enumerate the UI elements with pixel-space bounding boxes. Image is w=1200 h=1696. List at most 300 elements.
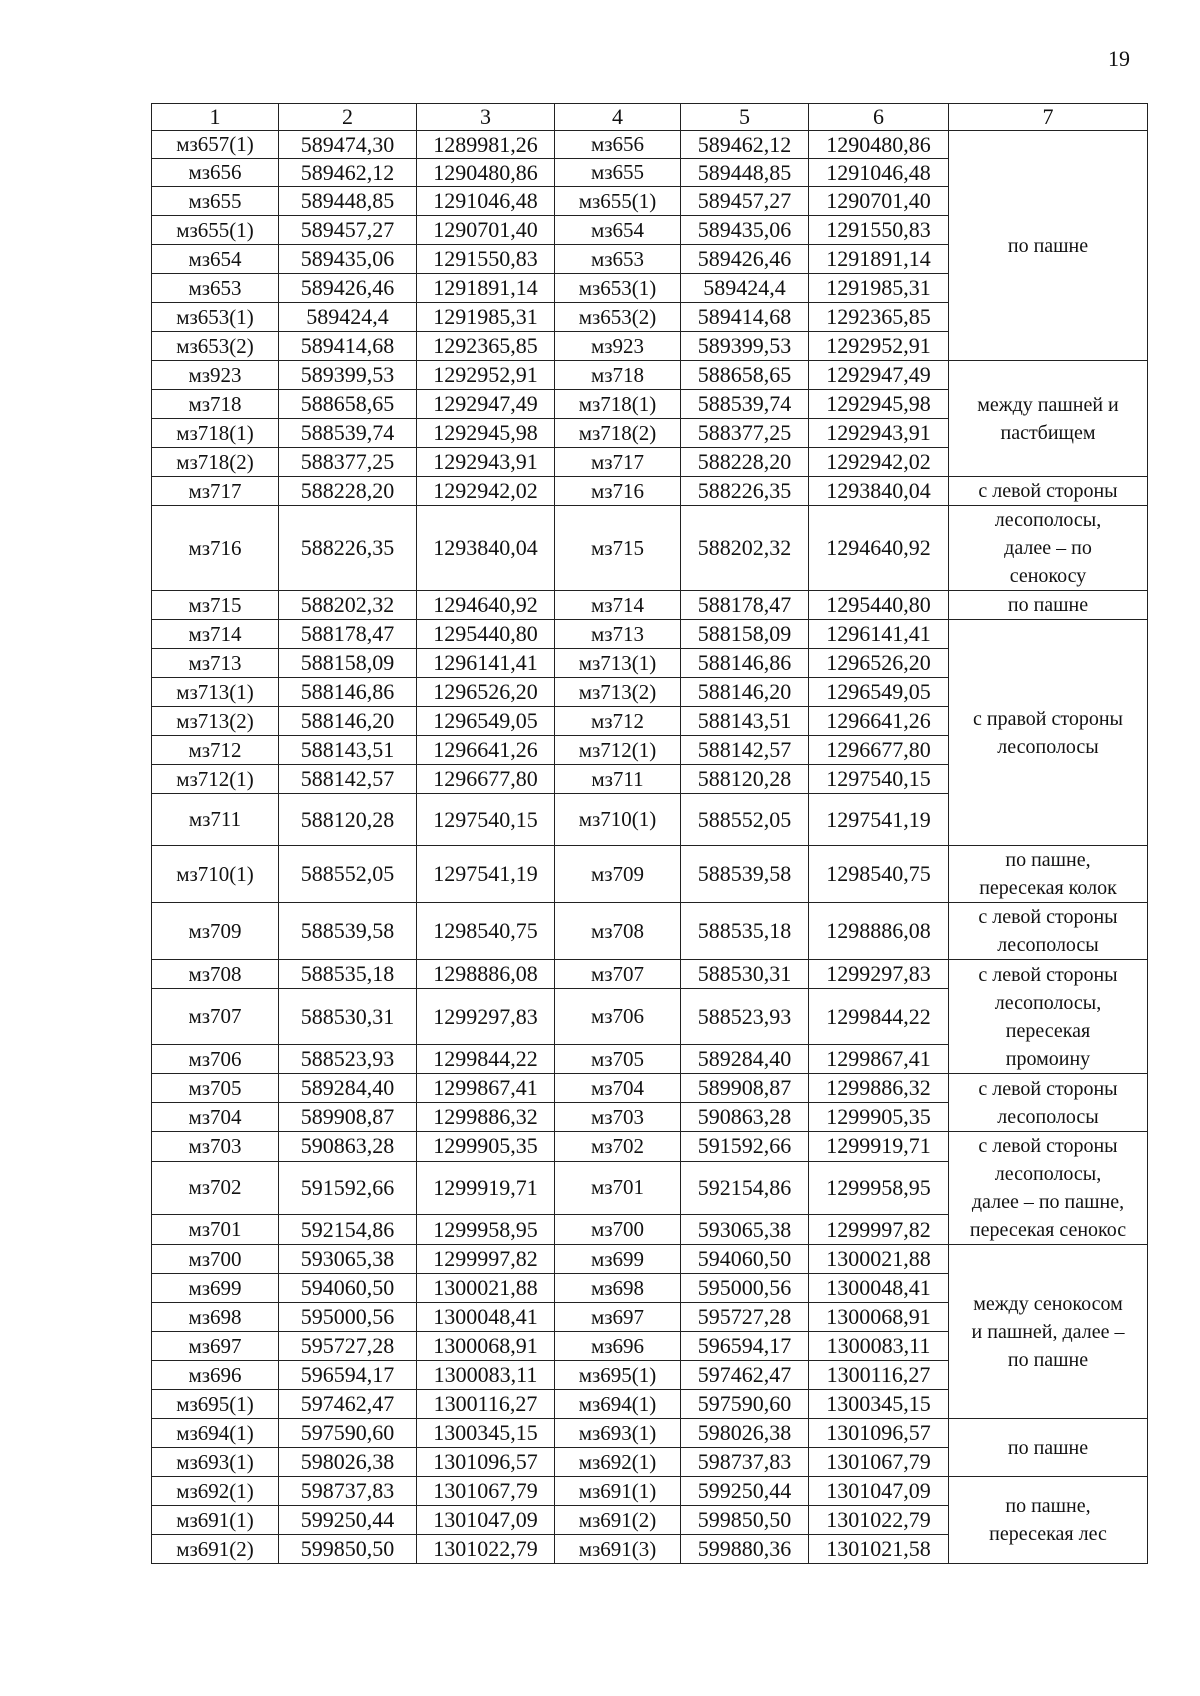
column-header-7: 7 — [949, 104, 1148, 131]
point-id-cell: мз703 — [555, 1103, 681, 1132]
coordinate-cell: 1296549,05 — [809, 678, 949, 707]
coordinate-cell: 589414,68 — [681, 303, 809, 332]
point-id-cell: мз699 — [555, 1245, 681, 1274]
coordinate-cell: 599850,50 — [681, 1506, 809, 1535]
coordinate-cell: 599250,44 — [279, 1506, 417, 1535]
coordinate-cell: 1294640,92 — [417, 591, 555, 620]
description-line: пересекая лес — [989, 1523, 1107, 1545]
coordinate-cell: 1293840,04 — [417, 506, 555, 591]
coordinate-cell: 1297540,15 — [809, 765, 949, 794]
table-row — [152, 1477, 1148, 1506]
coordinate-cell: 1295440,80 — [809, 591, 949, 620]
coordinate-cell: 1296549,05 — [417, 707, 555, 736]
description-line: с левой стороны — [978, 963, 1118, 986]
table-row — [152, 846, 1148, 903]
table-row — [152, 620, 1148, 649]
point-id-cell: мз704 — [555, 1074, 681, 1103]
coordinate-cell: 589908,87 — [681, 1074, 809, 1103]
coordinate-cell: 588535,18 — [681, 903, 809, 960]
coordinate-cell: 1291550,83 — [417, 245, 555, 274]
coordinate-cell: 589399,53 — [681, 332, 809, 361]
point-id-cell: мз691(2) — [152, 1535, 279, 1564]
description-line: пересекая сенокос — [969, 1219, 1127, 1241]
coordinate-cell: 588530,31 — [681, 960, 809, 989]
coordinate-cell: 1300021,88 — [809, 1245, 949, 1274]
coordinate-cell: 1300083,11 — [809, 1332, 949, 1361]
coordinate-cell: 1301021,58 — [809, 1535, 949, 1564]
point-id-cell: мз714 — [152, 620, 279, 649]
coordinate-cell: 1293840,04 — [809, 477, 949, 506]
coordinate-cell: 588202,32 — [279, 591, 417, 620]
point-id-cell: мз692(1) — [555, 1448, 681, 1477]
coordinate-cell: 598737,83 — [279, 1477, 417, 1506]
coordinate-cell: 599850,50 — [279, 1535, 417, 1564]
coordinate-cell: 1301022,79 — [417, 1535, 555, 1564]
description-line: и пашней, далее – — [971, 1320, 1125, 1343]
coordinate-cell: 1292947,49 — [417, 390, 555, 419]
coordinate-cell: 588142,57 — [279, 765, 417, 794]
coordinate-cell: 588202,32 — [681, 506, 809, 591]
coordinate-cell: 1290701,40 — [417, 216, 555, 245]
coordinate-cell: 1292943,91 — [809, 419, 949, 448]
coordinate-cell: 1297541,19 — [417, 846, 555, 903]
coordinate-cell: 1301047,09 — [809, 1477, 949, 1506]
point-id-cell: мз698 — [152, 1303, 279, 1332]
coordinate-cell: 1296641,26 — [417, 736, 555, 765]
coordinate-cell: 588658,65 — [279, 390, 417, 419]
description-line: пересекая — [1005, 1019, 1091, 1042]
point-id-cell: мз694(1) — [152, 1419, 279, 1448]
boundary-description-cell — [949, 1419, 1148, 1477]
column-header-1: 1 — [152, 104, 279, 131]
coordinate-cell: 1299905,35 — [417, 1132, 555, 1162]
coordinate-cell: 588658,65 — [681, 361, 809, 390]
point-id-cell: мз712(1) — [555, 736, 681, 765]
coordinate-cell: 598026,38 — [279, 1448, 417, 1477]
point-id-cell: мз653(1) — [152, 303, 279, 332]
coordinate-cell: 1291046,48 — [809, 159, 949, 187]
coordinate-cell: 1299958,95 — [809, 1161, 949, 1214]
point-id-cell: мз701 — [152, 1215, 279, 1245]
point-id-cell: мз713 — [152, 649, 279, 678]
boundary-description-cell — [949, 1477, 1148, 1564]
point-id-cell: мз655 — [555, 159, 681, 187]
coordinate-cell: 588178,47 — [279, 620, 417, 649]
coordinate-cell: 1291046,48 — [417, 187, 555, 216]
coordinate-cell: 1301047,09 — [417, 1506, 555, 1535]
coordinate-cell: 588523,93 — [279, 1045, 417, 1074]
point-id-cell: мз654 — [555, 216, 681, 245]
coordinate-cell: 1300116,27 — [417, 1390, 555, 1419]
boundary-description-cell — [949, 620, 1148, 846]
coordinate-cell: 1292942,02 — [417, 477, 555, 506]
coordinate-cell: 1294640,92 — [809, 506, 949, 591]
boundary-description-cell — [949, 903, 1148, 960]
coordinate-cell: 588535,18 — [279, 960, 417, 989]
point-id-cell: мз656 — [555, 131, 681, 159]
coordinate-cell: 588146,20 — [279, 707, 417, 736]
point-id-cell: мз696 — [152, 1361, 279, 1390]
point-id-cell: мз717 — [555, 448, 681, 477]
coordinate-cell: 1296141,41 — [417, 649, 555, 678]
point-id-cell: мз716 — [152, 506, 279, 591]
point-id-cell: мз653(2) — [152, 332, 279, 361]
point-id-cell: мз713(2) — [152, 707, 279, 736]
boundary-description-cell — [949, 960, 1148, 1074]
coordinate-cell: 1292952,91 — [809, 332, 949, 361]
description-line: между сенокосом — [973, 1292, 1123, 1315]
table-row — [152, 506, 1148, 591]
coordinate-cell: 588120,28 — [279, 794, 417, 846]
point-id-cell: мз692(1) — [152, 1477, 279, 1506]
coordinate-cell: 589462,12 — [681, 131, 809, 159]
coordinate-cell: 1298540,75 — [417, 903, 555, 960]
point-id-cell: мз655(1) — [152, 216, 279, 245]
point-id-cell: мз713(2) — [555, 678, 681, 707]
coordinate-cell: 1292945,98 — [417, 419, 555, 448]
coordinate-cell: 1291985,31 — [417, 303, 555, 332]
coordinate-cell: 1300345,15 — [417, 1419, 555, 1448]
coordinate-cell: 588377,25 — [681, 419, 809, 448]
coordinate-cell: 1299997,82 — [809, 1215, 949, 1245]
table-row — [152, 1419, 1148, 1448]
point-id-cell: мз712 — [152, 736, 279, 765]
table-row — [152, 131, 1148, 159]
point-id-cell: мз715 — [152, 591, 279, 620]
coordinate-cell: 1296526,20 — [417, 678, 555, 707]
description-line: промоину — [1005, 1047, 1091, 1070]
coordinate-cell: 1291550,83 — [809, 216, 949, 245]
point-id-cell: мз655 — [152, 187, 279, 216]
coordinate-cell: 588377,25 — [279, 448, 417, 477]
coordinate-cell: 589457,27 — [279, 216, 417, 245]
coordinate-cell: 590863,28 — [681, 1103, 809, 1132]
point-id-cell: мз707 — [555, 960, 681, 989]
description-line: по пашне, — [1005, 849, 1091, 871]
coordinate-cell: 1301067,79 — [809, 1448, 949, 1477]
coordinate-cell: 1291891,14 — [417, 274, 555, 303]
coordinate-cell: 589424,4 — [681, 274, 809, 303]
coordinate-cell: 589448,85 — [681, 159, 809, 187]
coordinate-cell: 1299886,32 — [809, 1074, 949, 1103]
coordinate-cell: 1300116,27 — [809, 1361, 949, 1390]
coordinate-cell: 598737,83 — [681, 1448, 809, 1477]
coordinate-cell: 1299958,95 — [417, 1215, 555, 1245]
coordinate-cell: 588178,47 — [681, 591, 809, 620]
point-id-cell: мз691(1) — [152, 1506, 279, 1535]
point-id-cell: мз657(1) — [152, 131, 279, 159]
coordinate-cell: 1299867,41 — [809, 1045, 949, 1074]
point-id-cell: мз698 — [555, 1274, 681, 1303]
coordinate-cell: 1300345,15 — [809, 1390, 949, 1419]
point-id-cell: мз654 — [152, 245, 279, 274]
coordinate-cell: 1292365,85 — [417, 332, 555, 361]
coordinate-cell: 588539,74 — [681, 390, 809, 419]
description-line: с левой стороны — [978, 480, 1118, 502]
coordinate-cell: 593065,38 — [279, 1245, 417, 1274]
description-line: между пашней и — [977, 393, 1119, 416]
point-id-cell: мз701 — [555, 1161, 681, 1214]
point-id-cell: мз697 — [555, 1303, 681, 1332]
coordinate-cell: 593065,38 — [681, 1215, 809, 1245]
point-id-cell: мз655(1) — [555, 187, 681, 216]
coordinate-cell: 588530,31 — [279, 989, 417, 1045]
point-id-cell: мз923 — [555, 332, 681, 361]
coordinate-cell: 588228,20 — [681, 448, 809, 477]
coordinate-cell: 1292947,49 — [809, 361, 949, 390]
point-id-cell: мз691(2) — [555, 1506, 681, 1535]
point-id-cell: мз691(1) — [555, 1477, 681, 1506]
coordinate-cell: 1300068,91 — [809, 1303, 949, 1332]
table-row — [152, 903, 1148, 960]
point-id-cell: мз709 — [152, 903, 279, 960]
point-id-cell: мз705 — [555, 1045, 681, 1074]
coordinate-cell: 594060,50 — [279, 1274, 417, 1303]
point-id-cell: мз713(1) — [555, 649, 681, 678]
coordinate-cell: 588226,35 — [681, 477, 809, 506]
coordinate-cell: 1299844,22 — [809, 989, 949, 1045]
table-row — [152, 1245, 1148, 1274]
coordinate-cell: 1289981,26 — [417, 131, 555, 159]
description-line: далее – по — [1004, 537, 1092, 559]
description-line: по пашне — [1007, 234, 1089, 257]
point-id-cell: мз718 — [555, 361, 681, 390]
coordinate-cell: 588143,51 — [279, 736, 417, 765]
column-header-5: 5 — [681, 104, 809, 131]
point-id-cell: мз693(1) — [555, 1419, 681, 1448]
table-row — [152, 361, 1148, 390]
coordinate-cell: 1296677,80 — [417, 765, 555, 794]
boundary-coordinates-table — [151, 103, 1148, 1564]
point-id-cell: мз693(1) — [152, 1448, 279, 1477]
point-id-cell: мз711 — [555, 765, 681, 794]
coordinate-cell: 592154,86 — [279, 1215, 417, 1245]
coordinate-cell: 589284,40 — [279, 1074, 417, 1103]
coordinate-cell: 588539,58 — [681, 846, 809, 903]
boundary-description-cell — [949, 591, 1148, 620]
point-id-cell: мз712(1) — [152, 765, 279, 794]
coordinate-cell: 1300068,91 — [417, 1332, 555, 1361]
coordinate-cell: 1299919,71 — [809, 1132, 949, 1162]
coordinate-cell: 1300048,41 — [417, 1303, 555, 1332]
coordinate-cell: 594060,50 — [681, 1245, 809, 1274]
point-id-cell: мз705 — [152, 1074, 279, 1103]
coordinate-cell: 588523,93 — [681, 989, 809, 1045]
coordinate-cell: 1298540,75 — [809, 846, 949, 903]
coordinate-cell: 1296526,20 — [809, 649, 949, 678]
point-id-cell: мз717 — [152, 477, 279, 506]
point-id-cell: мз716 — [555, 477, 681, 506]
boundary-description-cell — [949, 1245, 1148, 1419]
description-line: сенокосу — [1009, 565, 1087, 587]
boundary-description-cell — [949, 1074, 1148, 1132]
coordinate-cell: 1292365,85 — [809, 303, 949, 332]
coordinate-cell: 588146,86 — [681, 649, 809, 678]
coordinate-cell: 1292945,98 — [809, 390, 949, 419]
coordinate-cell: 1298886,08 — [417, 960, 555, 989]
coordinate-cell: 595000,56 — [681, 1274, 809, 1303]
coordinate-cell: 1297541,19 — [809, 794, 949, 846]
coordinate-cell: 588539,58 — [279, 903, 417, 960]
point-id-cell: мз718(2) — [152, 448, 279, 477]
point-id-cell: мз695(1) — [152, 1390, 279, 1419]
point-id-cell: мз700 — [152, 1245, 279, 1274]
description-line: по пашне, — [1005, 1495, 1091, 1517]
coordinate-cell: 589908,87 — [279, 1103, 417, 1132]
boundary-description-cell — [949, 477, 1148, 506]
coordinate-cell: 1300048,41 — [809, 1274, 949, 1303]
description-line: лесополосы, — [994, 991, 1102, 1014]
column-header-2: 2 — [279, 104, 417, 131]
coordinate-cell: 588158,09 — [681, 620, 809, 649]
table-header-row — [152, 104, 1148, 131]
coordinate-cell: 1290701,40 — [809, 187, 949, 216]
coordinate-cell: 589399,53 — [279, 361, 417, 390]
description-line: с левой стороны — [978, 906, 1118, 928]
coordinate-cell: 589457,27 — [681, 187, 809, 216]
point-id-cell: мз691(3) — [555, 1535, 681, 1564]
point-id-cell: мз695(1) — [555, 1361, 681, 1390]
point-id-cell: мз656 — [152, 159, 279, 187]
coordinate-cell: 588143,51 — [681, 707, 809, 736]
coordinate-cell: 589426,46 — [681, 245, 809, 274]
coordinate-cell: 588539,74 — [279, 419, 417, 448]
coordinate-cell: 588552,05 — [681, 794, 809, 846]
description-line: с левой стороны — [978, 1135, 1118, 1157]
coordinate-cell: 1290480,86 — [417, 159, 555, 187]
coordinate-cell: 599880,36 — [681, 1535, 809, 1564]
coordinate-cell: 596594,17 — [681, 1332, 809, 1361]
coordinate-cell: 1299297,83 — [417, 989, 555, 1045]
coordinate-cell: 1292952,91 — [417, 361, 555, 390]
coordinate-cell: 589435,06 — [681, 216, 809, 245]
point-id-cell: мз718(1) — [152, 419, 279, 448]
coordinate-cell: 588158,09 — [279, 649, 417, 678]
coordinate-cell: 1299919,71 — [417, 1161, 555, 1214]
coordinate-cell: 597590,60 — [681, 1390, 809, 1419]
coordinate-cell: 588146,86 — [279, 678, 417, 707]
point-id-cell: мз707 — [152, 989, 279, 1045]
coordinate-cell: 588142,57 — [681, 736, 809, 765]
point-id-cell: мз710(1) — [555, 794, 681, 846]
coordinate-cell: 1296141,41 — [809, 620, 949, 649]
coordinate-cell: 590863,28 — [279, 1132, 417, 1162]
coordinate-cell: 588226,35 — [279, 506, 417, 591]
coordinate-cell: 1299297,83 — [809, 960, 949, 989]
column-header-6: 6 — [809, 104, 949, 131]
coordinate-cell: 595727,28 — [279, 1332, 417, 1361]
coordinate-cell: 1292942,02 — [809, 448, 949, 477]
point-id-cell: мз718 — [152, 390, 279, 419]
description-line: пересекая колок — [979, 877, 1117, 899]
coordinate-cell: 592154,86 — [681, 1161, 809, 1214]
coordinate-cell: 1296641,26 — [809, 707, 949, 736]
coordinate-cell: 595727,28 — [681, 1303, 809, 1332]
coordinate-cell: 1300021,88 — [417, 1274, 555, 1303]
table-row — [152, 1074, 1148, 1103]
point-id-cell: мз706 — [555, 989, 681, 1045]
coordinate-cell: 1296677,80 — [809, 736, 949, 765]
point-id-cell: мз699 — [152, 1274, 279, 1303]
coordinate-cell: 1299867,41 — [417, 1074, 555, 1103]
point-id-cell: мз653 — [152, 274, 279, 303]
coordinate-cell: 589414,68 — [279, 332, 417, 361]
coordinate-cell: 1298886,08 — [809, 903, 949, 960]
coordinate-cell: 589426,46 — [279, 274, 417, 303]
coordinate-cell: 589474,30 — [279, 131, 417, 159]
coordinate-cell: 588120,28 — [681, 765, 809, 794]
boundary-description-cell — [949, 1132, 1148, 1245]
point-id-cell: мз697 — [152, 1332, 279, 1361]
boundary-description-cell — [949, 131, 1148, 361]
coordinate-cell: 1299997,82 — [417, 1245, 555, 1274]
description-line: лесополосы — [997, 934, 1099, 956]
point-id-cell: мз703 — [152, 1132, 279, 1162]
point-id-cell: мз709 — [555, 846, 681, 903]
point-id-cell: мз713 — [555, 620, 681, 649]
description-line: с левой стороны — [978, 1077, 1118, 1100]
point-id-cell: мз653(1) — [555, 274, 681, 303]
coordinate-cell: 589435,06 — [279, 245, 417, 274]
point-id-cell: мз694(1) — [555, 1390, 681, 1419]
table-row — [152, 960, 1148, 989]
description-line: пастбищем — [1000, 421, 1096, 444]
coordinate-cell: 588552,05 — [279, 846, 417, 903]
coordinate-cell: 591592,66 — [279, 1161, 417, 1214]
coordinate-cell: 588228,20 — [279, 477, 417, 506]
table-row — [152, 591, 1148, 620]
description-line: по пашне — [1007, 594, 1089, 616]
coordinate-cell: 1291985,31 — [809, 274, 949, 303]
point-id-cell: мз708 — [152, 960, 279, 989]
column-header-4: 4 — [555, 104, 681, 131]
coordinate-cell: 1297540,15 — [417, 794, 555, 846]
coordinate-cell: 597462,47 — [681, 1361, 809, 1390]
point-id-cell: мз696 — [555, 1332, 681, 1361]
description-line: лесополосы — [997, 735, 1099, 758]
coordinate-cell: 599250,44 — [681, 1477, 809, 1506]
description-line: по пашне — [1007, 1348, 1089, 1371]
coordinate-cell: 1301096,57 — [809, 1419, 949, 1448]
description-line: лесополосы, — [994, 509, 1102, 531]
coordinate-cell: 1299905,35 — [809, 1103, 949, 1132]
point-id-cell: мз653 — [555, 245, 681, 274]
coordinate-cell: 588146,20 — [681, 678, 809, 707]
description-line: с правой стороны — [973, 707, 1123, 730]
boundary-description-cell — [949, 361, 1148, 477]
coordinate-cell: 1299844,22 — [417, 1045, 555, 1074]
coordinate-cell: 1301067,79 — [417, 1477, 555, 1506]
point-id-cell: мз706 — [152, 1045, 279, 1074]
coordinate-cell: 597462,47 — [279, 1390, 417, 1419]
coordinate-cell: 1290480,86 — [809, 131, 949, 159]
coordinate-cell: 1300083,11 — [417, 1361, 555, 1390]
coordinate-cell: 589284,40 — [681, 1045, 809, 1074]
description-line: далее – по пашне, — [971, 1191, 1125, 1213]
coordinate-cell: 1291891,14 — [809, 245, 949, 274]
description-line: по пашне — [1007, 1436, 1089, 1459]
column-header-3: 3 — [417, 104, 555, 131]
point-id-cell: мз715 — [555, 506, 681, 591]
coordinate-cell: 1301096,57 — [417, 1448, 555, 1477]
coordinate-cell: 597590,60 — [279, 1419, 417, 1448]
coordinate-cell: 589462,12 — [279, 159, 417, 187]
coordinate-cell: 1299886,32 — [417, 1103, 555, 1132]
point-id-cell: мз702 — [152, 1161, 279, 1214]
coordinate-cell: 1292943,91 — [417, 448, 555, 477]
description-line: лесополосы, — [994, 1163, 1102, 1185]
coordinate-cell: 596594,17 — [279, 1361, 417, 1390]
